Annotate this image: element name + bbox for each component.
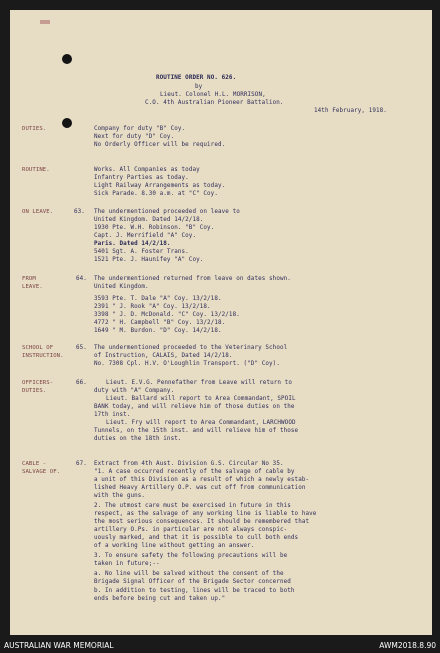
from-leave-number: 64. (76, 276, 87, 282)
cable-line: 3. To ensure safety the following precautions will be (94, 553, 288, 559)
cable-line: 2. The utmost care must be exercised in future in this (94, 503, 291, 509)
archive-footer (0, 637, 440, 653)
cable-line: Brigade Signal Officer of the Brigade Sector concerned (94, 579, 291, 585)
officers-line: Tunnels, on the 15th inst. and will relieve him of those (94, 428, 299, 434)
school-number: 65. (76, 345, 87, 351)
cable-line: b. In addition to testing, lines will be traced to both (94, 588, 295, 594)
routine-line: Works. All Companies as today (94, 167, 200, 173)
cable-line: ends before being cut and taken up." (94, 596, 226, 602)
cable-line: a unit of this Division as a result of which a newly estab- (94, 477, 310, 483)
cable-line: lished Heavy Artillery O.P. was cut off from communication (94, 485, 306, 491)
on-leave-line: 5401 Sgt. A. Foster Trans. (94, 249, 189, 255)
duties-label: DUTIES. (22, 126, 47, 132)
cable-line: Extract from 4th Aust. Division G.S. Circular No 35. (94, 461, 284, 467)
from-leave-line: 3593 Pte. T. Dale "A" Coy. 13/2/18. (94, 296, 222, 302)
officers-line: duties on the 18th inst. (94, 436, 182, 442)
from-leave-line: 3398 " J. D. McDonald. "C" Coy. 13/2/18. (94, 312, 240, 318)
punch-hole-top (62, 54, 72, 64)
ink-mark (40, 20, 50, 24)
school-line: The undermentioned proceeded to the Veterinary School (94, 345, 288, 351)
order-officer: Lieut. Colonel H.L. MORRISON, (160, 92, 266, 98)
cable-line: taken in future;-- (94, 561, 160, 567)
order-by: by (195, 84, 203, 90)
on-leave-line: The undermentioned proceeded on leave to (94, 209, 240, 215)
officers-line: duty with "A" Company. (94, 388, 175, 394)
officers-line: Lieut. Ballard will report to Area Commandant, SPOIL (106, 396, 296, 402)
school-label: INSTRUCTION. (22, 353, 64, 359)
cable-line: artillery O.Ps. in particular are not always conspic- (94, 527, 288, 533)
on-leave-label: ON LEAVE. (22, 209, 54, 215)
on-leave-line: 1930 Pte. W.H. Robinson. "B" Coy. (94, 225, 215, 231)
from-leave-line: The undermentioned returned from leave on dates shown. (94, 276, 291, 282)
cable-line: with the guns. (94, 493, 146, 499)
cable-number: 67. (76, 461, 87, 467)
routine-line: Infantry Parties as today. (94, 175, 189, 181)
officers-line: Lieut. E.V.G. Pennefather from Leave will return to (106, 380, 292, 386)
on-leave-line: Capt. J. Merrifield "A" Coy. (94, 233, 197, 239)
officers-label: DUTIES. (22, 388, 47, 394)
officers-line: 17th inst. (94, 412, 131, 418)
cable-line: uously marked, and that it is possible to cull both ends (94, 535, 299, 541)
cable-line: of a working line without getting an answer. (94, 543, 255, 549)
duties-line: Next for duty "D" Coy. (94, 134, 175, 140)
order-unit: C.O. 4th Australian Pioneer Battalion. (145, 100, 284, 106)
footer-source: AUSTRALIAN WAR MEMORIAL (4, 641, 114, 650)
on-leave-line: United Kingdom. Dated 14/2/18. (94, 217, 204, 223)
officers-number: 66. (76, 380, 87, 386)
on-leave-line: Paris. Dated 14/2/18. (94, 241, 171, 247)
duties-line: No Orderly Officer will be required. (94, 142, 226, 148)
officers-line: BANK today, and will relieve him of those duties on the (94, 404, 295, 410)
cable-label: SALVAGE OF. (22, 469, 61, 475)
routine-line: Sick Parade. 8.30 a.m. at "C" Coy. (94, 191, 218, 197)
routine-label: ROUTINE. (22, 167, 50, 173)
from-leave-label: FROM (22, 276, 36, 282)
cable-line: a. No line will be salved without the consent of the (94, 571, 284, 577)
officers-line: Lieut. Fry will report to Area Commandant, LARCHWOOD (106, 420, 296, 426)
on-leave-number: 63. (74, 209, 85, 215)
cable-line: the most serious consequences. It should be remembered that (94, 519, 310, 525)
order-date: 14th February, 1918. (314, 108, 387, 114)
from-leave-line: United Kingdom. (94, 284, 149, 290)
routine-line: Light Railway Arrangements as today. (94, 183, 226, 189)
cable-label: CABLE - (22, 461, 47, 467)
from-leave-line: 4772 " H. Campbell "B" Coy. 13/2/18. (94, 320, 226, 326)
document-page (10, 10, 432, 635)
officers-label: OFFICERS- (22, 380, 54, 386)
school-label: SCHOOL OF (22, 345, 54, 351)
order-title: ROUTINE ORDER NO. 626. (156, 75, 237, 81)
from-leave-line: 2391 " J. Rook "A" Coy. 13/2/18. (94, 304, 211, 310)
school-line: of Instruction, CALAIS, Dated 14/2/18. (94, 353, 233, 359)
from-leave-label: LEAVE. (22, 284, 43, 290)
school-line: No. 7308 Cpl. H.V. O'Loughlin Transport. ("D" Coy). (94, 361, 280, 367)
duties-line: Company for duty "B" Coy. (94, 126, 186, 132)
on-leave-line: 1521 Pte. J. Haunifey "A" Coy. (94, 257, 204, 263)
punch-hole-bottom (62, 118, 72, 128)
from-leave-line: 1649 " M. Burdon. "D" Coy. 14/2/18. (94, 328, 222, 334)
cable-line: respect, as the salvage of any working line is liable to have (94, 511, 317, 517)
cable-line: "1. A case occurred recently of the salvage of cable by (94, 469, 295, 475)
footer-reference: AWM2018.8.90 (379, 641, 436, 650)
